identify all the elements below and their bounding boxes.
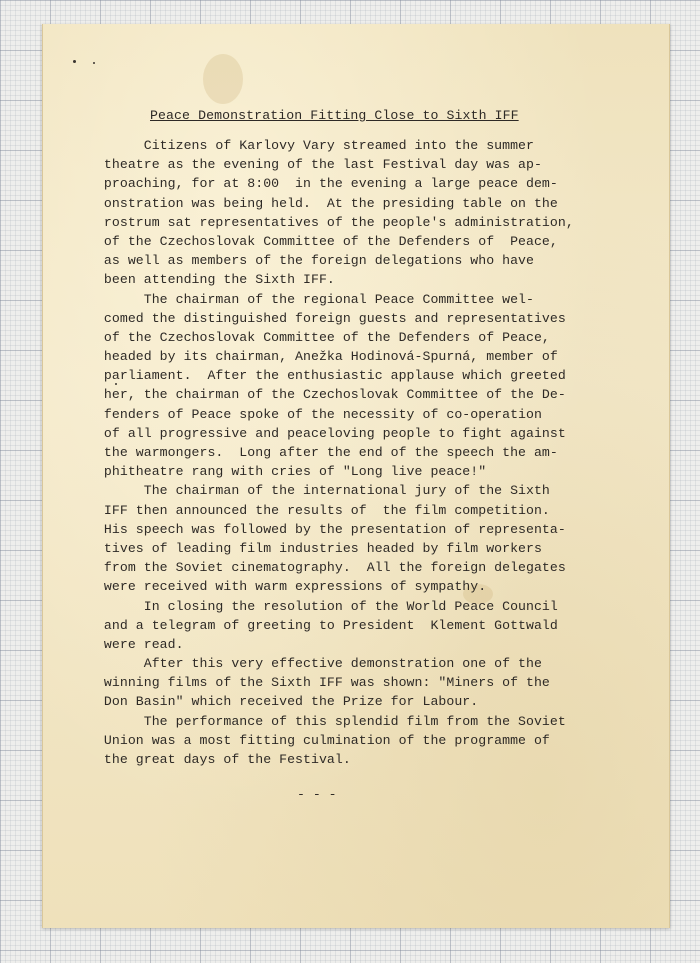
text-line: theatre as the evening of the last Festival day was ap- — [88, 157, 542, 173]
text-line: IFF then announced the results of the film competition. — [88, 502, 550, 518]
text-line: After this very effective demonstration one of the — [88, 656, 542, 672]
text-line: onstration was being held. At the presiding table on the — [88, 195, 558, 211]
text-line: Don Basin" which received the Prize for Labour. — [88, 694, 479, 710]
text-line: The chairman of the international jury of the Sixth — [88, 483, 550, 499]
ink-speck — [93, 62, 95, 64]
text-line: fenders of Peace spoke of the necessity of co-operation — [88, 406, 542, 422]
text-line: In closing the resolution of the World Peace Council — [88, 598, 558, 614]
text-line: were read. — [88, 636, 184, 652]
document-title: Peace Demonstration Fitting Close to Sixth IFF — [150, 108, 519, 123]
text-line: and a telegram of greeting to President Klement Gottwald — [88, 617, 558, 633]
text-line: rostrum sat representatives of the people's administration, — [88, 214, 574, 230]
text-line: the warmongers. Long after the end of the speech the am- — [88, 445, 558, 460]
text-line: her, the chairman of the Czechoslovak Committee of the De- — [88, 387, 566, 403]
ink-speck — [73, 60, 76, 63]
text-line: proaching, for at 8:00 in the evening a large peace dem- — [88, 176, 558, 192]
text-line: the great days of the Festival. — [88, 752, 351, 767]
text-line: from the Soviet cinematography. All the foreign delegates — [88, 560, 566, 576]
text-line: winning films of the Sixth IFF was shown: "Miners of the — [88, 675, 550, 691]
text-line: parliament. After the enthusiastic applause which greeted — [88, 368, 566, 384]
text-line: phitheatre rang with cries of "Long live peace!" — [88, 464, 487, 480]
text-line: of all progressive and peaceloving people to fight against — [88, 425, 566, 441]
document-body — [88, 136, 598, 769]
text-line: been attending the Sixth IFF. — [88, 272, 335, 288]
text-line: Citizens of Karlovy Vary streamed into the summer — [88, 138, 534, 153]
text-line: headed by its chairman, Anežka Hodinová-Spurná, member of — [88, 349, 558, 365]
ending-mark: - - - — [297, 787, 337, 802]
text-line: of the Czechoslovak Committee of the Defenders of Peace, — [88, 233, 558, 249]
text-line: were received with warm expressions of sympathy. — [88, 579, 487, 595]
paper-stain — [203, 54, 243, 104]
text-line: tives of leading film industries headed by film workers — [88, 540, 542, 556]
text-line: of the Czechoslovak Committee of the Defenders of Peace, — [88, 329, 550, 345]
text-line: His speech was followed by the presentation of representa- — [88, 521, 566, 537]
text-line: Union was a most fitting culmination of the programme of — [88, 732, 550, 748]
text-line: The chairman of the regional Peace Committee wel- — [88, 291, 534, 307]
text-line: as well as members of the foreign delegations who have — [88, 253, 534, 269]
text-line: The performance of this splendid film from the Soviet — [88, 713, 566, 729]
text-line: comed the distinguished foreign guests and representatives — [88, 310, 566, 326]
